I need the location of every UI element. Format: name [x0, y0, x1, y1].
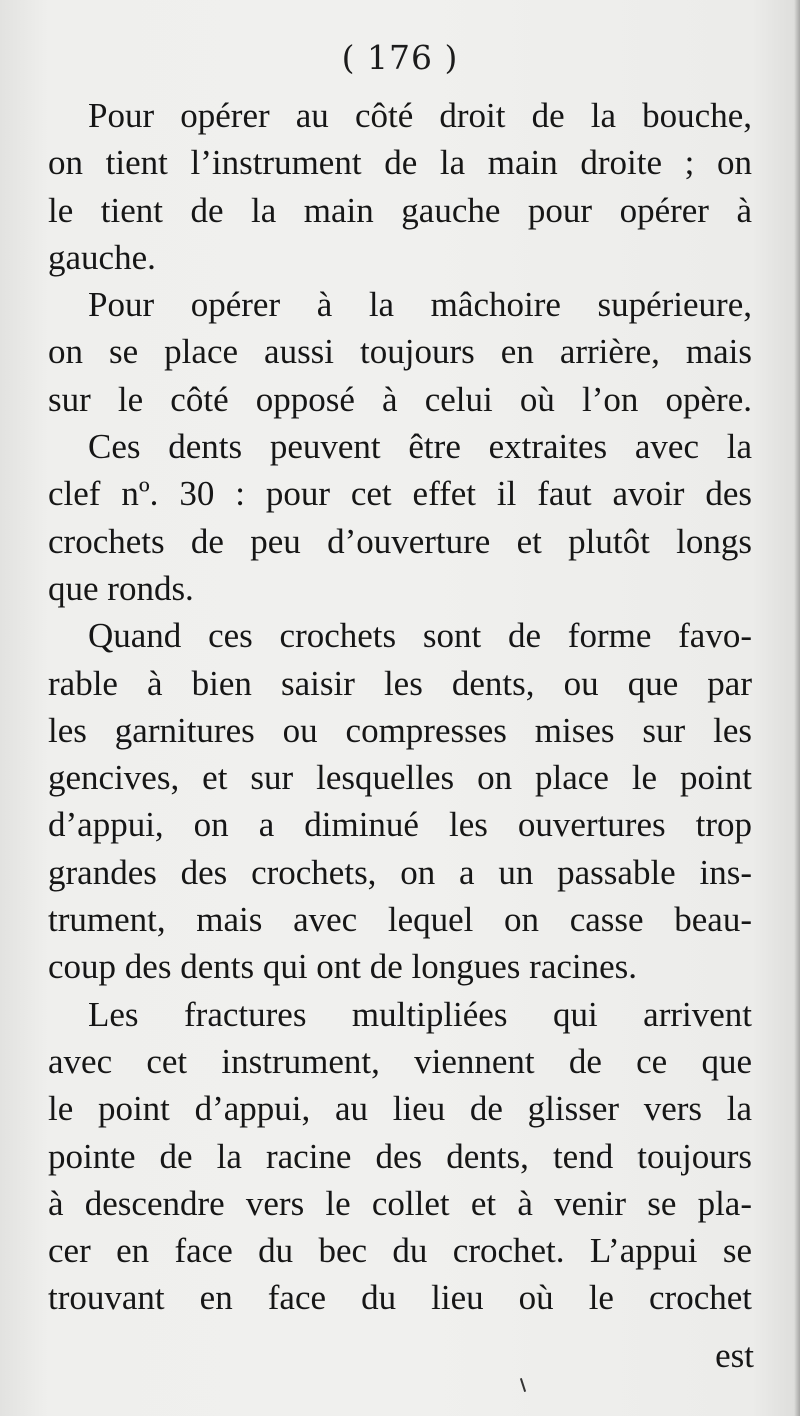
paragraph-3 [48, 423, 752, 612]
text-line: crochets de peu d’ouverture et plutôt longs [48, 521, 752, 561]
paragraph-5 [48, 991, 752, 1322]
text-line: rable à bien saisir les dents, ou que par [48, 663, 752, 703]
text-line: d’appui, on a diminué les ouvertures trop [48, 805, 752, 845]
text-line: les garnitures ou compresses mises sur les [48, 710, 752, 750]
text-line: on se place aussi toujours en arrière, mais [48, 332, 752, 372]
text-line: que ronds. [48, 568, 194, 608]
page-number: ( 176 ) [341, 38, 459, 77]
page-edge-shadow [794, 0, 800, 1416]
text-line: clef nº. 30 : pour cet effet il faut avoir des [48, 474, 752, 514]
text-line: le point d’appui, au lieu de glisser vers la [48, 1089, 752, 1129]
text-line: Pour opérer au côté droit de la bouche, [88, 96, 752, 135]
text-line: avec cet instrument, viennent de ce que [48, 1041, 752, 1081]
text-line: pointe de la racine des dents, tend toujours [48, 1136, 752, 1176]
text-line: grandes des crochets, on a un passable ins- [48, 852, 752, 892]
ink-speck [520, 1378, 526, 1392]
paragraph-2 [48, 281, 752, 423]
text-line: cer en face du bec du crochet. L’appui se [48, 1231, 752, 1271]
text-line: Quand ces crochets sont de forme favo- [88, 616, 752, 656]
text-line: Pour opérer à la mâchoire supérieure, [88, 285, 752, 325]
text-line: Les fractures multipliées qui arrivent [88, 994, 752, 1034]
paragraph-1 [48, 92, 752, 281]
text-line: sur le côté opposé à celui où l’on opère. [48, 379, 752, 419]
text-line: trouvant en face du lieu où le crochet [48, 1278, 752, 1318]
paragraph-4 [48, 612, 752, 990]
text-line: trument, mais avec lequel on casse beau- [48, 900, 752, 940]
text-line: Ces dents peuvent être extraites avec la [88, 427, 752, 467]
text-line: le tient de la main gauche pour opérer à [48, 190, 752, 230]
text-line: on tient l’instrument de la main droite ; on [48, 143, 752, 183]
body-text [48, 92, 752, 1322]
text-line: coup des dents qui ont de longues racines. [48, 947, 638, 987]
text-line: gencives, et sur lesquelles on place le point [48, 758, 752, 798]
text-line: gauche. [48, 237, 156, 277]
text-line: à descendre vers le collet et à venir se pla- [48, 1183, 752, 1223]
catchword: est [715, 1336, 754, 1375]
